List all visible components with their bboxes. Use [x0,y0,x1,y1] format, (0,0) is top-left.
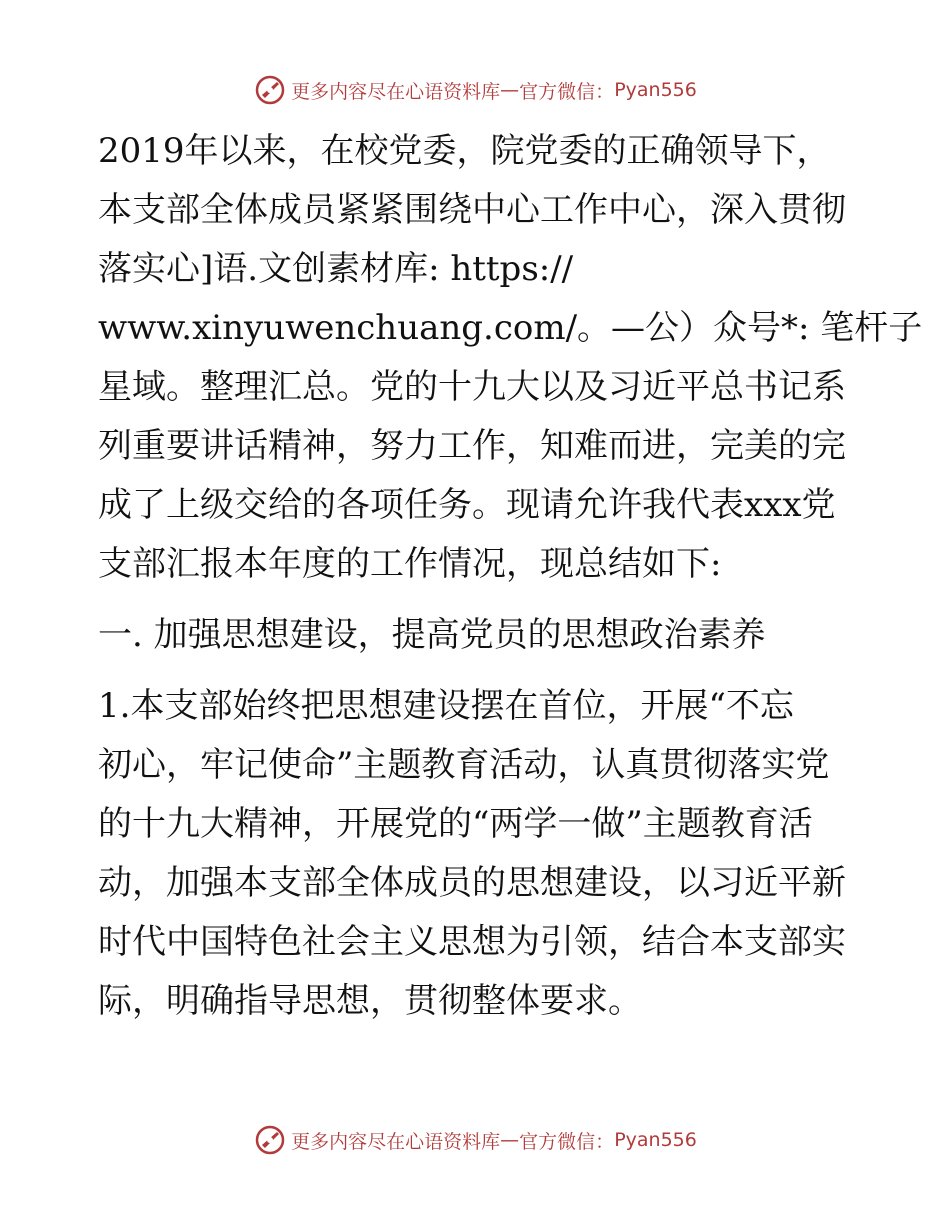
text-line: www.xinyuwenchuang.com/。—公）众号*: 笔杆子 [98,308,923,348]
watermark-wechat-label: 官方微信： [519,80,615,103]
text-line: 的十九大精神，开展党的“两学一做”主题教育活 [98,804,813,844]
pen-nib-logo-icon [253,73,287,107]
text-line: 初心，牢记使命”主题教育活动，认真贯彻落实党 [98,745,830,785]
text-line: 时代中国特色社会主义思想为引领，结合本支部实 [98,922,846,962]
watermark-wechat-id: Pyan556 [614,79,697,101]
text-line: 支部汇报本年度的工作情况，现总结如下: [98,544,722,584]
text-line: 星域。整理汇总。党的十九大以及习近平总书记系 [98,367,846,407]
watermark-separator: — [500,79,520,101]
footer-watermark [0,1120,950,1160]
text-line: 动，加强本支部全体成员的思想建设，以习近平新 [98,863,846,903]
watermark-wechat-id: Pyan556 [614,1129,697,1151]
text-line: 际，明确指导思想，贯彻整体要求。 [98,981,642,1021]
pen-nib-logo-icon [253,1123,287,1157]
paragraph-intro [98,122,923,594]
text-line: 2019年以来，在校党委，院党委的正确领导下， [98,131,831,171]
text-line: 成了上级交给的各项任务。现请允许我代表xxx党 [98,485,836,525]
watermark-separator: — [500,1129,520,1151]
watermark-site-text: 更多内容尽在心语资料库 [291,1130,501,1153]
text-line: 列重要讲话精神，努力工作，知难而进，完美的完 [98,426,846,466]
header-watermark [0,70,950,110]
document-body [98,122,923,1031]
watermark-site-text: 更多内容尽在心语资料库 [291,80,501,103]
section-heading [98,606,850,665]
text-line: 本支部全体成员紧紧围绕中心工作中心，深入贯彻 [98,190,846,230]
watermark-wechat-label: 官方微信： [519,1130,615,1153]
text-line: 落实心]语.文创素材库: https:// [98,249,574,289]
paragraph-item-1 [98,677,850,1031]
heading-text: 一. 加强思想建设，提高党员的思想政治素养 [98,615,766,655]
text-line: 1.本支部始终把思想建设摆在首位，开展“不忘 [98,686,794,726]
